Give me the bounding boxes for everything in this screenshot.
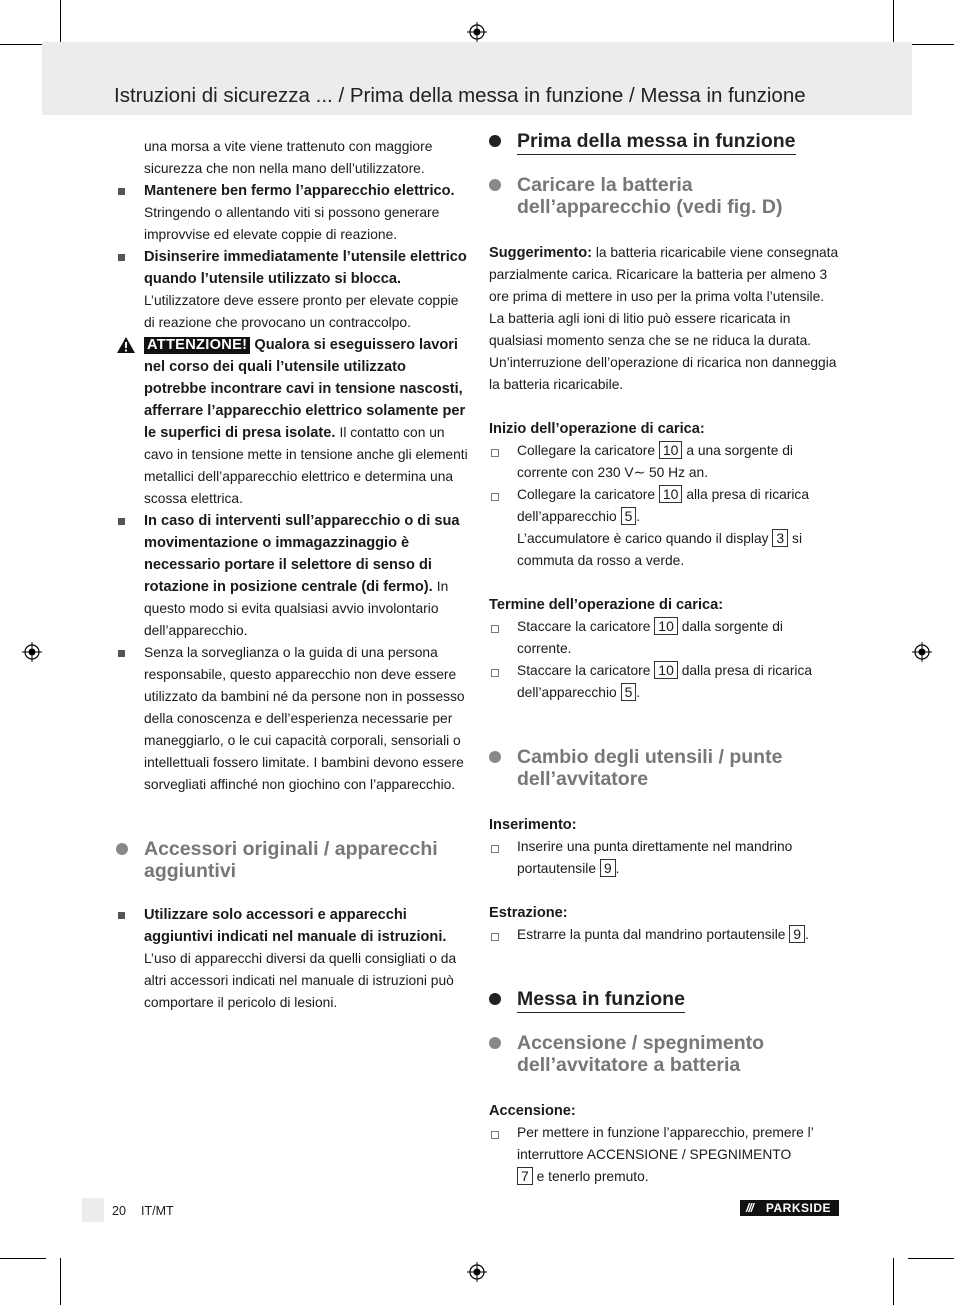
step-text: Per mettere in funzione l’apparecchio, premere l’ interruttore ACCENSIONE / SPEGNIMENTO — [517, 1125, 814, 1162]
attention-label: ATTENZIONE! — [144, 337, 250, 354]
ref-number: 10 — [659, 441, 683, 459]
registration-mark-icon — [467, 22, 487, 42]
ref-number: 5 — [621, 683, 637, 701]
suggestion-label: Suggerimento: — [489, 245, 592, 261]
crop-mark — [60, 0, 61, 46]
page-number: 20 — [112, 1204, 126, 1218]
suggestion-paragraph — [489, 242, 841, 396]
step-item — [489, 660, 841, 704]
warning-item — [116, 334, 468, 510]
step-item — [489, 484, 841, 572]
list-item — [116, 904, 468, 1014]
step-text: si commuta da rosso a verde. — [517, 531, 803, 568]
ref-number: 7 — [517, 1167, 533, 1185]
step-item — [489, 924, 841, 946]
item-bold: Mantenere ben fermo l’apparecchio elettrico. — [144, 183, 455, 199]
heading-text: Cambio degli utensili / punte dell’avvitatore — [517, 746, 783, 790]
step-text: . — [615, 861, 620, 876]
bullet-dot-icon — [489, 993, 501, 1005]
section-heading-accessori — [116, 838, 468, 882]
warning-bold: Qualora si eseguissero lavori nel corso dei quali l’utensile utilizzato potrebbe incontrare cavi in tensione nascosti, afferrare l’apparecchio elettrico solamente per le superfici di presa isolate. — [144, 337, 466, 441]
step-item — [489, 440, 841, 484]
step-text: Collegare la caricatore — [517, 487, 656, 502]
list-item — [116, 510, 468, 642]
step-item — [489, 1122, 841, 1188]
heading-text: Messa in funzione — [517, 988, 685, 1013]
step-text: a una sorgente di corrente con 230 V∼ 50 Hz an. — [517, 443, 793, 480]
warning-text: Il contatto con un cavo in tensione mette in tensione anche gli elementi metallici dell’apparecchio elettrico e determina una scossa elettrica. — [144, 425, 468, 506]
page-title: Istruzioni di sicurezza ... / Prima della messa in funzione / Messa in funzione — [114, 84, 806, 107]
step-text: . — [636, 509, 641, 524]
warning-triangle-icon — [116, 336, 136, 354]
section-heading-cambio — [489, 746, 841, 790]
ref-number: 10 — [659, 485, 683, 503]
crop-mark — [908, 1258, 954, 1259]
item-bold: In caso di interventi sull’apparecchio o di sua movimentazione o immagazzinaggio è necessario portare il selettore di senso di rotazione in posizione centrale (di fermo). — [144, 513, 460, 595]
step-text: . — [636, 685, 641, 700]
item-text: In questo modo si evita qualsiasi avvio involontario dell’apparecchio. — [144, 579, 449, 638]
ref-number: 9 — [600, 859, 616, 877]
item-bold: Utilizzare solo accessori e apparecchi aggiuntivi indicati nel manuale di istruzioni. — [144, 907, 447, 945]
step-text: dalla presa di ricarica dell’apparecchio — [517, 663, 813, 700]
heading-text: Accensione / spegnimento dell’avvitatore a batteria — [517, 1032, 765, 1076]
item-text: Stringendo o allentando viti si possono generare improvvise ed elevate coppie di reazione. — [144, 205, 440, 242]
list-item — [116, 180, 468, 246]
step-text: Estrarre la punta dal mandrino portautensile — [517, 927, 786, 942]
section-heading-caricare — [489, 174, 841, 218]
right-column — [489, 130, 841, 1188]
step-text: e tenerlo premuto. — [536, 1169, 649, 1184]
ref-number: 9 — [789, 925, 805, 943]
page-header — [42, 42, 912, 115]
step-item — [489, 836, 841, 880]
step-text: dalla sorgente di corrente. — [517, 619, 783, 656]
registration-mark-icon — [467, 1262, 487, 1282]
heading-text: Accessori originali / apparecchi aggiuntivi — [144, 838, 438, 882]
ref-number: 5 — [621, 507, 637, 525]
step-item — [489, 616, 841, 660]
section-heading-accensione — [489, 1032, 841, 1076]
step-text: Collegare la caricatore — [517, 443, 656, 458]
section-heading-messa — [489, 988, 841, 1010]
suggestion-text: la batteria ricaricabile viene consegnata parzialmente carica. Ricaricare la batteria per almeno 3 ore prima di mettere in uso per la prima volta l’utensile. La batteria agli ioni di litio può essere ricaricata in qualsiasi momento senza che se ne riduca la durata. Un’interruzione dell’operazione di ricarica non danneggia la batteria ricaricabile. — [489, 245, 839, 392]
step-text: Staccare la caricatore — [517, 619, 651, 634]
left-column — [116, 136, 468, 1014]
heading-text: Prima della messa in funzione — [517, 130, 796, 155]
country-code: IT/MT — [141, 1204, 174, 1218]
heading-text: Caricare la batteria dell’apparecchio (vedi fig. D) — [517, 174, 783, 218]
bullet-dot-icon — [489, 179, 501, 191]
bullet-dot-icon — [489, 1037, 501, 1049]
subsection-label: Accensione: — [489, 1103, 576, 1119]
step-text: Inserire una punta direttamente nel mandrino portautensile — [517, 839, 793, 876]
subsection-label: Inserimento: — [489, 817, 577, 833]
page-number-box — [82, 1198, 104, 1222]
bullet-dot-icon — [489, 751, 501, 763]
crop-mark — [908, 44, 954, 45]
brand-name: PARKSIDE — [765, 1201, 831, 1215]
bullet-dot-icon — [116, 843, 128, 855]
step-text: Staccare la caricatore — [517, 663, 651, 678]
list-item — [116, 246, 468, 334]
step-text: . — [805, 927, 809, 942]
crop-mark — [893, 1258, 894, 1305]
brand-slash: /// — [746, 1201, 754, 1215]
crop-mark — [893, 0, 894, 46]
crop-mark — [0, 44, 46, 45]
continuation-text: una morsa a vite viene trattenuto con maggiore sicurezza che non nella mano dell’utilizzatore. — [144, 139, 433, 176]
ref-number: 3 — [772, 529, 788, 547]
subsection-label: Estrazione: — [489, 905, 568, 921]
item-text: L’utilizzatore deve essere pronto per elevate coppie di reazione che provocano un contraccolpo. — [144, 293, 459, 330]
step-text: L’accumulatore è carico quando il display — [517, 531, 769, 546]
bullet-dot-icon — [489, 135, 501, 147]
section-heading-prima — [489, 130, 841, 152]
step-text: alla presa di ricarica dell’apparecchio — [517, 487, 810, 524]
subsection-label: Termine dell’operazione di carica: — [489, 597, 724, 613]
item-text: L’uso di apparecchi diversi da quelli consigliati o da altri accessori indicati nel manuale di istruzioni può comportare il pericolo di lesioni. — [144, 951, 457, 1010]
crop-mark — [60, 1258, 61, 1305]
registration-mark-icon — [912, 642, 932, 662]
list-item: Senza la sorveglianza o la guida di una persona responsabile, questo apparecchio non deve essere utilizzato da bambini né da persone non in possesso della conoscenza e dell’esperienza necessarie per maneggiarlo, o le cui capacità corporali, sensoriali o intellettuali fossero limitate. I bambini devono essere sorvegliati affinché non giochino con l’apparecchio. — [116, 642, 468, 796]
ref-number: 10 — [654, 617, 678, 635]
registration-mark-icon — [22, 642, 42, 662]
brand-logo — [740, 1200, 839, 1216]
item-bold: Disinserire immediatamente l’utensile elettrico quando l’utensile utilizzato si blocca. — [144, 249, 467, 287]
ref-number: 10 — [654, 661, 678, 679]
crop-mark — [0, 1258, 46, 1259]
subsection-label: Inizio dell’operazione di carica: — [489, 421, 705, 437]
